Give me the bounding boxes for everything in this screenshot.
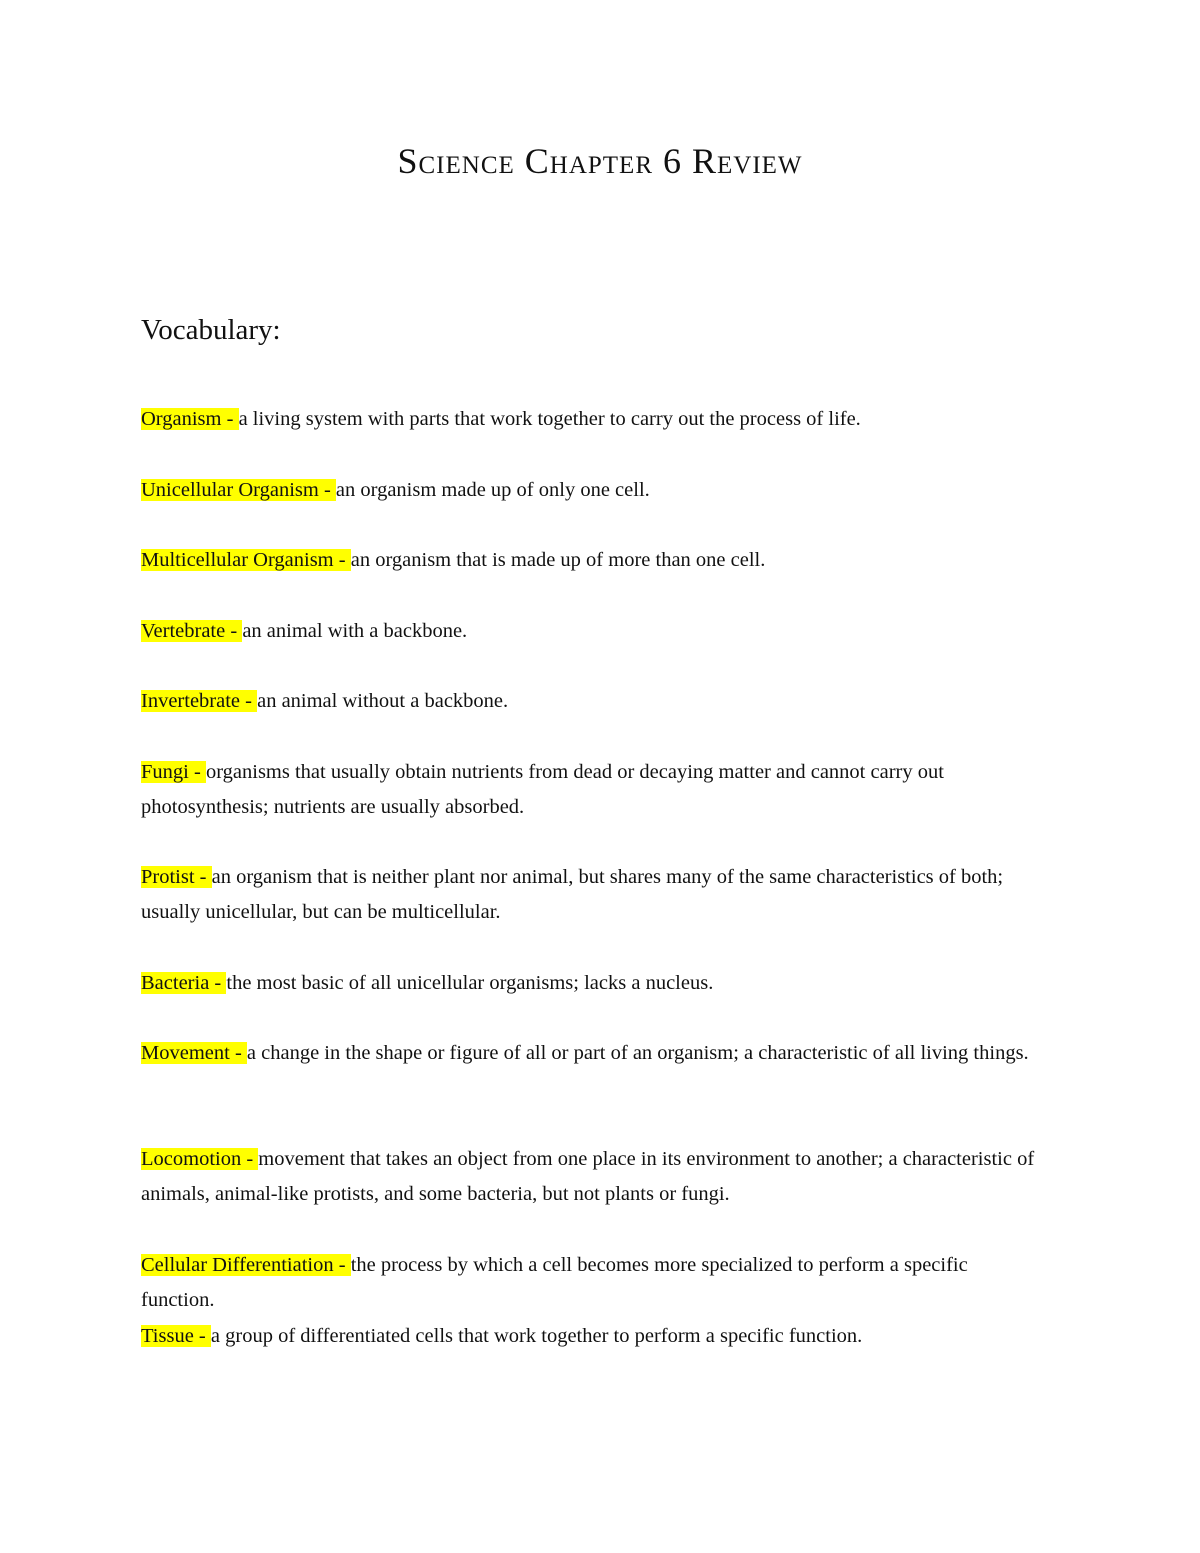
vocab-entry-tissue: [141, 1319, 1041, 1354]
vocab-term: Locomotion -: [141, 1148, 259, 1170]
vocab-definition: an organism that is neither plant nor animal, but shares many of the same characteristics of both; usually unicellular, but can be multicellular.: [141, 866, 1004, 923]
vocab-entry-invertebrate: [141, 684, 1041, 719]
vocab-term: Vertebrate -: [141, 620, 243, 642]
vocab-term: Multicellular Organism -: [141, 549, 351, 571]
vocab-definition: an animal with a backbone.: [242, 620, 468, 642]
vocab-term: Cellular Differentiation -: [141, 1254, 351, 1276]
vocab-entry-vertebrate: [141, 614, 1041, 649]
vocab-term: Fungi -: [141, 761, 206, 783]
vocab-definition: the most basic of all unicellular organisms; lacks a nucleus.: [226, 972, 714, 994]
vocab-entry-unicellular-organism: [141, 473, 1041, 508]
vocab-term: Protist -: [141, 866, 212, 888]
vocab-entry-fungi: [141, 755, 1041, 825]
vocab-term: Invertebrate -: [141, 690, 258, 712]
vocab-entry-movement: [141, 1036, 1041, 1071]
vocab-definition: an organism made up of only one cell.: [335, 479, 650, 501]
vocab-term: Unicellular Organism -: [141, 479, 336, 501]
vocab-term: Bacteria -: [141, 972, 227, 994]
vocab-definition: an animal without a backbone.: [257, 690, 509, 712]
vocab-definition: organisms that usually obtain nutrients from dead or decaying matter and cannot carry out photosynthesis; nutrients are usually absorbed.: [141, 761, 944, 818]
vocab-entry-multicellular-organism: [141, 543, 1041, 578]
vocab-entry-cellular-differentiation: [141, 1248, 1041, 1318]
vocab-term: Organism -: [141, 408, 239, 430]
vocab-term: Tissue -: [141, 1325, 211, 1347]
page-title: Science Chapter 6 Review: [397, 141, 803, 181]
vocab-definition: an organism that is made up of more than one cell.: [350, 549, 766, 571]
vocab-definition: movement that takes an object from one place in its environment to another; a characteristic of animals, animal-like protists, and some bacteria, but not plants or fungi.: [141, 1148, 1035, 1205]
section-heading: Vocabulary:: [141, 314, 281, 346]
vocab-entry-locomotion: [141, 1142, 1041, 1212]
vocab-definition: the process by which a cell becomes more specialized to perform a specific function.: [141, 1254, 968, 1311]
vocab-entry-bacteria: [141, 966, 1041, 1001]
vocab-term: Movement -: [141, 1042, 247, 1064]
vocab-entry-organism: [141, 402, 1041, 437]
vocab-definition: a change in the shape or figure of all or part of an organism; a characteristic of all living things.: [246, 1042, 1029, 1064]
vocab-definition: a group of differentiated cells that work together to perform a specific function.: [210, 1325, 863, 1347]
vocab-entry-protist: [141, 860, 1041, 930]
vocab-definition: a living system with parts that work together to carry out the process of life.: [238, 408, 861, 430]
